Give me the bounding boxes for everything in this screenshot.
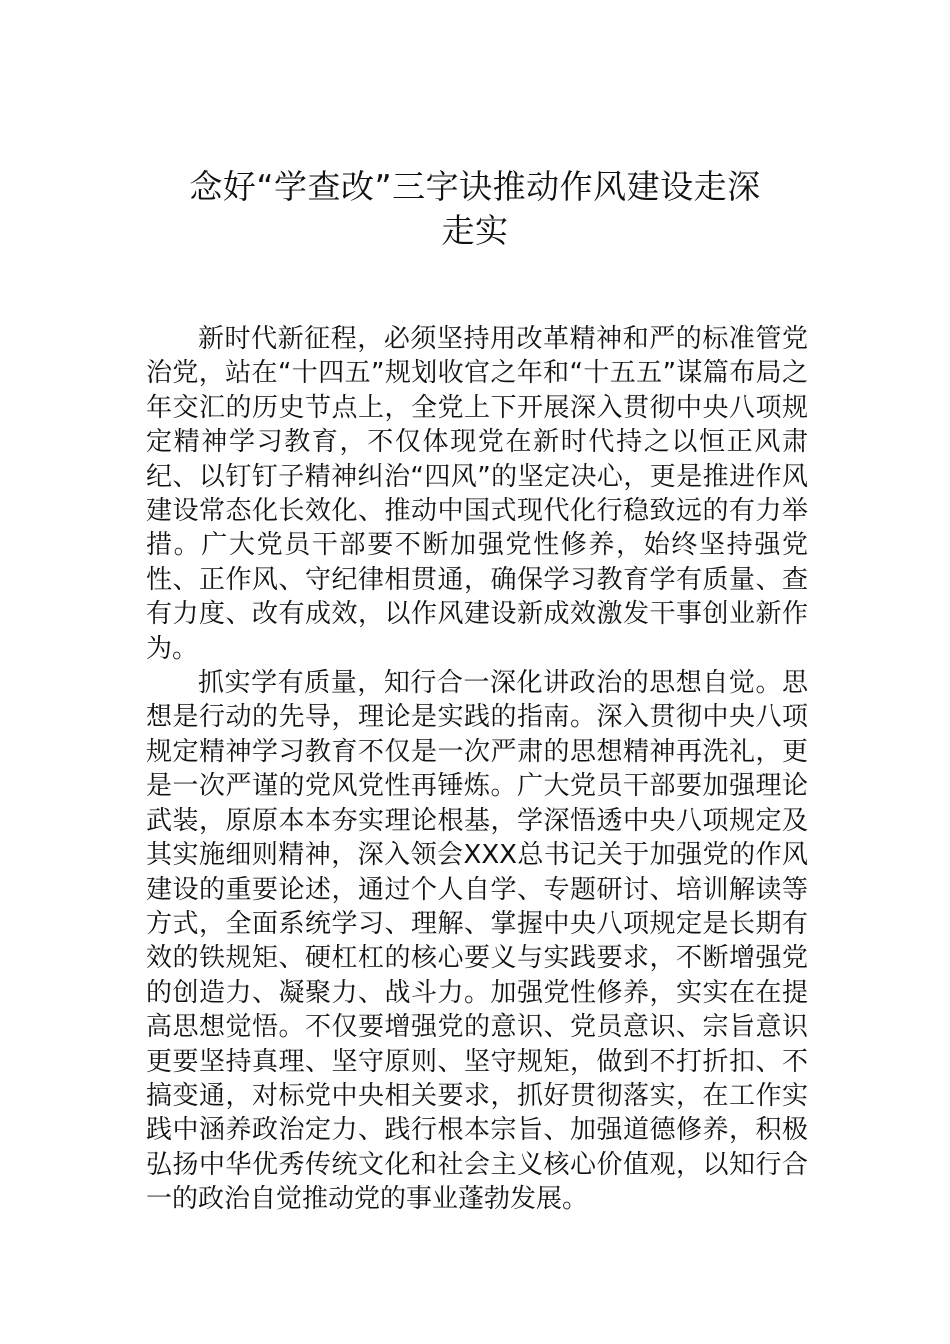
document-title-line-1: 念好“学查改”三字诀推动作风建设走深 bbox=[189, 167, 761, 206]
paragraph-1: 新时代新征程，必须坚持用改革精神和严的标准管党治党，站在“十四五”规划收官之年和“十五五”谋篇布局之年交汇的历史节点上，全党上下开展深入贯彻中央八项规定精神学习教育，不仅体现党在新时代持之以恒正风肃纪、以钉钉子精神纠治“四风”的坚定决心，更是推进作风建设常态化长效化、推动中国式现代化行稳致远的有力举措。广大党员干部要不断加强党性修养，始终坚持强党性、正作风、守纪律相贯通，确保学习教育学有质量、查有力度、改有成效，以作风建设新成效激发干事创业新作为。 bbox=[146, 324, 808, 664]
document-body bbox=[146, 322, 808, 1217]
paragraph-2: 抓实学有质量，知行合一深化讲政治的思想自觉。思想是行动的先导，理论是实践的指南。深入贯彻中央八项规定精神学习教育不仅是一次严肃的思想精神再洗礼，更是一次严谨的党风党性再锤炼。广大党员干部要加强理论武装，原原本本夯实理论根基，学深悟透中央八项规定及其实施细则精神，深入领会XXX总书记关于加强党的作风建设的重要论述，通过个人自学、专题研讨、培训解读等方式，全面系统学习、理解、掌握中央八项规定是长期有效的铁规矩、硬杠杠的核心要义与实践要求，不断增强党的创造力、凝聚力、战斗力。加强党性修养，实实在在提高思想觉悟。不仅要增强党的意识、党员意识、宗旨意识更要坚持真理、坚守原则、坚守规矩，做到不打折扣、不搞变通，对标党中央相关要求，抓好贯彻落实，在工作实践中涵养政治定力、践行根本宗旨、加强道德修养，积极弘扬中华优秀传统文化和社会主义核心价值观，以知行合一的政治自觉推动党的事业蓬勃发展。 bbox=[146, 668, 808, 1215]
document-title-line-2: 走实 bbox=[441, 211, 509, 250]
